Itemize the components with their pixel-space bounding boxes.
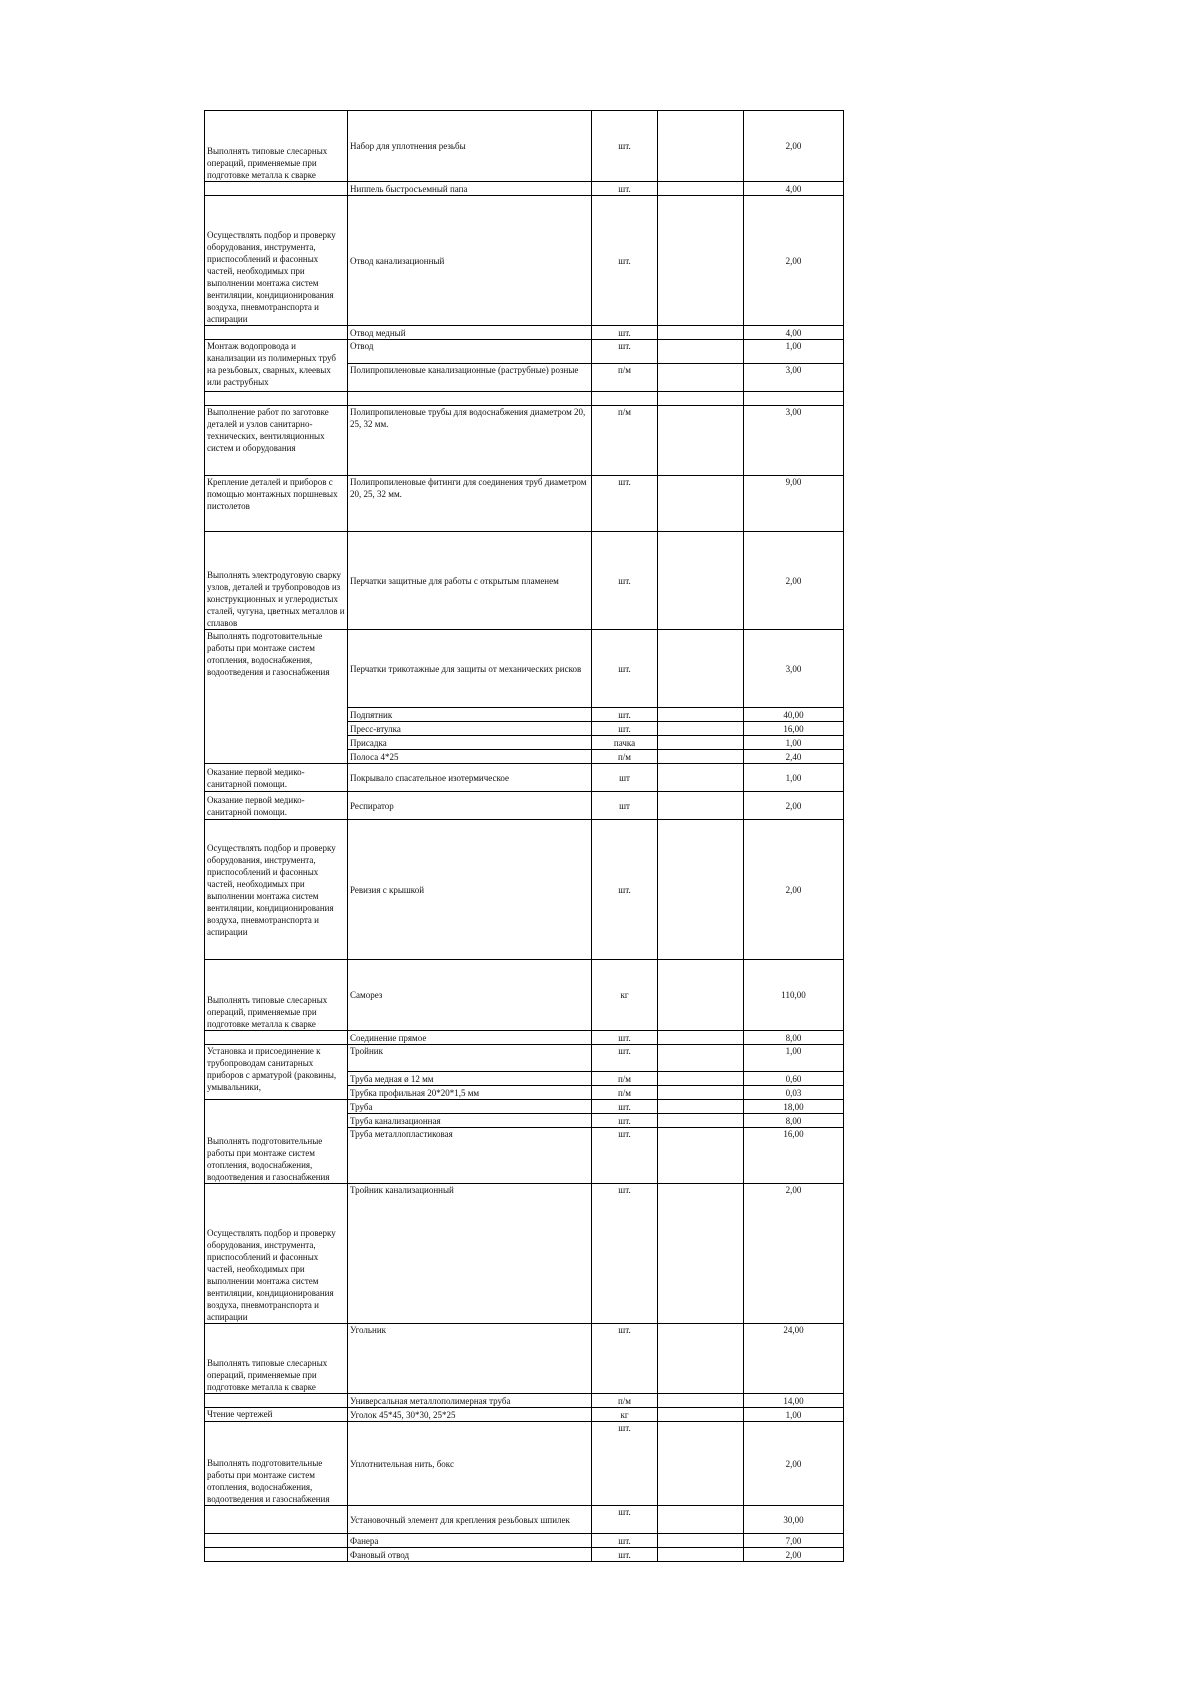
unit-cell: п/м	[592, 364, 658, 392]
unit-cell: кг	[592, 1408, 658, 1422]
table-row	[205, 820, 844, 960]
unit-cell: шт.	[592, 722, 658, 736]
table-row	[205, 1045, 844, 1072]
table-row	[205, 326, 844, 340]
empty-cell	[658, 1408, 744, 1422]
unit-cell: шт.	[592, 326, 658, 340]
unit-cell: шт.	[592, 476, 658, 532]
empty-cell	[658, 750, 744, 764]
item-name-cell: Пресс-втулка	[348, 722, 592, 736]
quantity-cell: 1,00	[744, 1408, 844, 1422]
competence-cell	[205, 1548, 348, 1562]
unit-cell: шт.	[592, 1422, 658, 1506]
empty-cell	[658, 1100, 744, 1114]
empty-cell	[658, 708, 744, 722]
quantity-cell: 2,00	[744, 820, 844, 960]
table-row	[205, 532, 844, 630]
item-name-cell: Уголок 45*45, 30*30, 25*25	[348, 1408, 592, 1422]
unit-cell: шт.	[592, 1506, 658, 1534]
item-name-cell: Присадка	[348, 736, 592, 750]
item-name-cell: Труба канализационная	[348, 1114, 592, 1128]
unit-cell: п/м	[592, 406, 658, 476]
unit-cell: шт.	[592, 1128, 658, 1184]
table-row	[205, 1031, 844, 1045]
item-name-cell: Перчатки защитные для работы с открытым пламенем	[348, 532, 592, 630]
quantity-cell: 3,00	[744, 406, 844, 476]
unit-cell: шт.	[592, 340, 658, 364]
competence-cell	[205, 326, 348, 340]
quantity-cell: 9,00	[744, 476, 844, 532]
quantity-cell: 8,00	[744, 1114, 844, 1128]
empty-cell	[658, 364, 744, 392]
empty-cell	[658, 326, 744, 340]
empty-cell	[658, 1086, 744, 1100]
unit-cell: шт.	[592, 196, 658, 326]
empty-cell	[658, 960, 744, 1031]
empty-cell	[658, 340, 744, 364]
quantity-cell: 1,00	[744, 764, 844, 792]
empty-cell	[658, 111, 744, 182]
unit-cell: шт.	[592, 182, 658, 196]
table-row	[205, 406, 844, 476]
competence-cell	[205, 182, 348, 196]
table-row	[205, 392, 844, 406]
quantity-cell: 16,00	[744, 722, 844, 736]
empty-cell	[658, 820, 744, 960]
quantity-cell: 2,00	[744, 196, 844, 326]
quantity-cell: 7,00	[744, 1534, 844, 1548]
competence-cell: Выполнять типовые слесарных операций, применяемые при подготовке металла к сварке	[205, 111, 348, 182]
item-name-cell: Ниппель быстросъемный папа	[348, 182, 592, 196]
table-row	[205, 764, 844, 792]
item-name-cell: Труба металлопластиковая	[348, 1128, 592, 1184]
quantity-cell: 3,00	[744, 630, 844, 708]
table-row	[205, 1548, 844, 1562]
competence-cell	[205, 1394, 348, 1408]
empty-cell	[658, 532, 744, 630]
competence-cell: Выполнение работ по заготовке деталей и узлов санитарно-технических, вентиляционных систем и оборудования	[205, 406, 348, 476]
quantity-cell: 4,00	[744, 182, 844, 196]
unit-cell: шт.	[592, 111, 658, 182]
item-name-cell: Тройник канализационный	[348, 1184, 592, 1324]
item-name-cell: Соединение прямое	[348, 1031, 592, 1045]
quantity-cell: 2,00	[744, 111, 844, 182]
quantity-cell: 4,00	[744, 326, 844, 340]
item-name-cell: Полипропиленовые фитинги для соединения труб диаметром 20, 25, 32 мм.	[348, 476, 592, 532]
competence-cell: Монтаж водопровода и канализации из полимерных труб на резьбовых, сварных, клеевых или раструбных	[205, 340, 348, 392]
empty-cell	[658, 406, 744, 476]
quantity-cell: 0,03	[744, 1086, 844, 1100]
unit-cell: шт	[592, 792, 658, 820]
table-row	[205, 476, 844, 532]
empty-cell	[658, 764, 744, 792]
quantity-cell: 18,00	[744, 1100, 844, 1114]
empty-cell	[658, 196, 744, 326]
competence-cell: Осуществлять подбор и проверку оборудования, инструмента, приспособлений и фасонных частей, необходимых при выполнении монтажа систем вентиляции, кондиционирования воздуха, пневмотранспорта и аспирации	[205, 820, 348, 960]
item-name-cell: Полипропиленовые трубы для водоснабжения диаметром 20, 25, 32 мм.	[348, 406, 592, 476]
quantity-cell: 1,00	[744, 340, 844, 364]
competence-cell: Крепление деталей и приборов с помощью монтажных поршневых пистолетов	[205, 476, 348, 532]
empty-cell	[658, 1506, 744, 1534]
item-name-cell: Уплотнительная нить, бокс	[348, 1422, 592, 1506]
quantity-cell: 1,00	[744, 1045, 844, 1072]
unit-cell: шт.	[592, 630, 658, 708]
competence-cell: Чтение чертежей	[205, 1408, 348, 1422]
unit-cell: шт	[592, 764, 658, 792]
competence-cell: Оказание первой медико-санитарной помощи.	[205, 792, 348, 820]
item-name-cell: Респиратор	[348, 792, 592, 820]
competence-cell	[205, 392, 348, 406]
unit-cell: шт.	[592, 1031, 658, 1045]
empty-cell	[658, 182, 744, 196]
empty-cell	[658, 736, 744, 750]
quantity-cell: 3,00	[744, 364, 844, 392]
empty-cell	[658, 1072, 744, 1086]
table-row	[205, 1534, 844, 1548]
quantity-cell	[744, 392, 844, 406]
item-name-cell: Перчатки трикотажные для защиты от механических рисков	[348, 630, 592, 708]
competence-cell: Оказание первой медико-санитарной помощи.	[205, 764, 348, 792]
quantity-cell: 1,00	[744, 736, 844, 750]
unit-cell: шт.	[592, 1114, 658, 1128]
unit-cell: п/м	[592, 750, 658, 764]
materials-table	[204, 110, 844, 1562]
unit-cell: шт.	[592, 1324, 658, 1394]
table-row	[205, 196, 844, 326]
table-row	[205, 182, 844, 196]
unit-cell: шт.	[592, 1548, 658, 1562]
empty-cell	[658, 1394, 744, 1408]
quantity-cell: 2,00	[744, 532, 844, 630]
item-name-cell: Трубка профильная 20*20*1,5 мм	[348, 1086, 592, 1100]
item-name-cell: Универсальная металлополимерная труба	[348, 1394, 592, 1408]
quantity-cell: 2,00	[744, 1422, 844, 1506]
empty-cell	[658, 1534, 744, 1548]
quantity-cell: 2,00	[744, 1548, 844, 1562]
competence-cell: Выполнять электродуговую сварку узлов, деталей и трубопроводов из конструкционных и углеродистых сталей, чугуна, цветных металлов и сплавов	[205, 532, 348, 630]
empty-cell	[658, 722, 744, 736]
item-name-cell: Отвод	[348, 340, 592, 364]
competence-cell: Установка и присоединение к трубопроводам санитарных приборов с арматурой (раковины, умывальники,	[205, 1045, 348, 1100]
table-row	[205, 630, 844, 708]
table-row	[205, 1422, 844, 1506]
competence-cell	[205, 1506, 348, 1534]
quantity-cell: 16,00	[744, 1128, 844, 1184]
unit-cell: кг	[592, 960, 658, 1031]
item-name-cell: Угольник	[348, 1324, 592, 1394]
quantity-cell: 8,00	[744, 1031, 844, 1045]
empty-cell	[658, 1114, 744, 1128]
item-name-cell: Саморез	[348, 960, 592, 1031]
unit-cell: п/м	[592, 1086, 658, 1100]
table-row	[205, 340, 844, 364]
item-name-cell: Труба	[348, 1100, 592, 1114]
competence-cell: Выполнять подготовительные работы при монтаже систем отопления, водоснабжения, водоотведения и газоснабжения	[205, 1100, 348, 1184]
table-row	[205, 1506, 844, 1534]
quantity-cell: 40,00	[744, 708, 844, 722]
empty-cell	[658, 1045, 744, 1072]
competence-cell: Выполнять подготовительные работы при монтаже систем отопления, водоснабжения, водоотведения и газоснабжения	[205, 630, 348, 764]
quantity-cell: 24,00	[744, 1324, 844, 1394]
item-name-cell: Подпятник	[348, 708, 592, 722]
unit-cell: шт.	[592, 708, 658, 722]
table-row	[205, 1408, 844, 1422]
unit-cell: шт.	[592, 532, 658, 630]
item-name-cell: Труба медная ø 12 мм	[348, 1072, 592, 1086]
quantity-cell: 30,00	[744, 1506, 844, 1534]
competence-cell: Выполнять подготовительные работы при монтаже систем отопления, водоснабжения, водоотведения и газоснабжения	[205, 1422, 348, 1506]
unit-cell: шт.	[592, 1184, 658, 1324]
competence-cell: Выполнять типовые слесарных операций, применяемые при подготовке металла к сварке	[205, 1324, 348, 1394]
item-name-cell	[348, 392, 592, 406]
unit-cell: шт.	[592, 1045, 658, 1072]
item-name-cell: Тройник	[348, 1045, 592, 1072]
item-name-cell: Полипропиленовые канализационные (раструбные) розные	[348, 364, 592, 392]
table-row	[205, 960, 844, 1031]
unit-cell: шт.	[592, 820, 658, 960]
empty-cell	[658, 1548, 744, 1562]
table-row	[205, 1394, 844, 1408]
unit-cell: шт.	[592, 1100, 658, 1114]
competence-cell: Осуществлять подбор и проверку оборудования, инструмента, приспособлений и фасонных частей, необходимых при выполнении монтажа систем вентиляции, кондиционирования воздуха, пневмотранспорта и аспирации	[205, 1184, 348, 1324]
table-row	[205, 792, 844, 820]
quantity-cell: 2,00	[744, 1184, 844, 1324]
item-name-cell: Фанера	[348, 1534, 592, 1548]
item-name-cell: Набор для уплотнения резьбы	[348, 111, 592, 182]
item-name-cell: Отвод медный	[348, 326, 592, 340]
empty-cell	[658, 1422, 744, 1506]
unit-cell: шт.	[592, 1534, 658, 1548]
table-row	[205, 1324, 844, 1394]
empty-cell	[658, 392, 744, 406]
table-row	[205, 1184, 844, 1324]
table-row	[205, 111, 844, 182]
quantity-cell: 0,60	[744, 1072, 844, 1086]
quantity-cell: 2,00	[744, 792, 844, 820]
empty-cell	[658, 476, 744, 532]
empty-cell	[658, 792, 744, 820]
empty-cell	[658, 1128, 744, 1184]
competence-cell	[205, 1031, 348, 1045]
item-name-cell: Отвод канализационный	[348, 196, 592, 326]
empty-cell	[658, 1324, 744, 1394]
quantity-cell: 14,00	[744, 1394, 844, 1408]
item-name-cell: Полоса 4*25	[348, 750, 592, 764]
item-name-cell: Фановый отвод	[348, 1548, 592, 1562]
quantity-cell: 2,40	[744, 750, 844, 764]
item-name-cell: Ревизия с крышкой	[348, 820, 592, 960]
quantity-cell: 110,00	[744, 960, 844, 1031]
item-name-cell: Установочный элемент для крепления резьбовых шпилек	[348, 1506, 592, 1534]
table-row	[205, 1100, 844, 1114]
unit-cell: п/м	[592, 1072, 658, 1086]
unit-cell: п/м	[592, 1394, 658, 1408]
unit-cell: пачка	[592, 736, 658, 750]
empty-cell	[658, 1031, 744, 1045]
empty-cell	[658, 630, 744, 708]
empty-cell	[658, 1184, 744, 1324]
competence-cell: Осуществлять подбор и проверку оборудования, инструмента, приспособлений и фасонных частей, необходимых при выполнении монтажа систем вентиляции, кондиционирования воздуха, пневмотранспорта и аспирации	[205, 196, 348, 326]
item-name-cell: Покрывало спасательное изотермическое	[348, 764, 592, 792]
competence-cell: Выполнять типовые слесарных операций, применяемые при подготовке металла к сварке	[205, 960, 348, 1031]
unit-cell	[592, 392, 658, 406]
competence-cell	[205, 1534, 348, 1548]
